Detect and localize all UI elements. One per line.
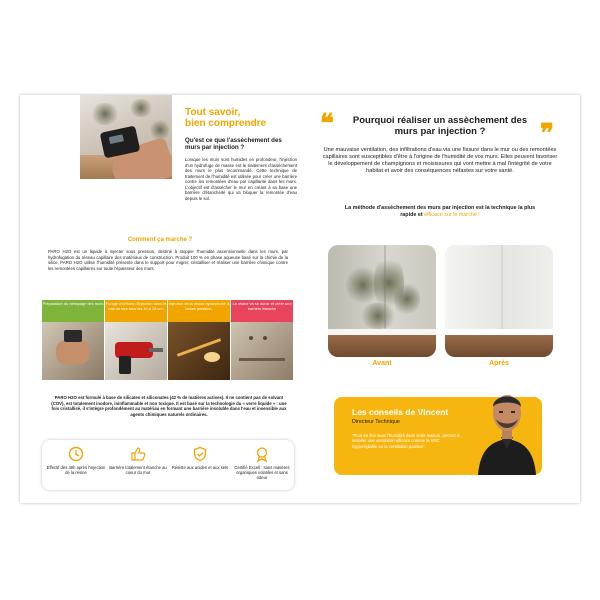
how-it-works-paragraph: PARO H2O est un liquide à injecter sous pression, destiné à stopper l'humidité ascensionnelle dans les murs, par hydrofugation du réseau capillaire des matériaux de construction. Produit 100 % en phase aqueuse basé sur la chimie de la silice, PARO H2O utilise l'humidité présente dans le support pour migrer, cristalliser et réaliser une barrière chimique contre les remontées capillaires sur toute l'épaisseur des murs. <box>48 249 288 271</box>
step-4-caption: La résine va se durcir et créer une barrière étanche <box>231 300 293 322</box>
step-3 <box>168 300 230 380</box>
features-box <box>42 440 294 490</box>
feature-3-label: Résiste aux acides et aux sels <box>171 465 229 470</box>
feature-3 <box>170 446 230 470</box>
moisture-meter-photo <box>80 95 172 179</box>
why-heading: Pourquoi réaliser un assèchement des murs par injection ? <box>352 115 528 137</box>
feature-1 <box>46 446 106 475</box>
advice-title: Les conseils de Vincent <box>352 407 449 417</box>
step-2 <box>105 300 167 380</box>
step-4 <box>231 300 293 380</box>
feature-4-label: Certifié Excell : sans matières organiques volatiles et sans odeur <box>234 465 290 480</box>
method-statement: La méthode d'assèchement des murs par injection est la technique la plus rapide et efficace sur le marché ! <box>344 205 536 218</box>
feature-2-label: Barrière totalement étanche au coeur du mur <box>109 465 167 475</box>
step-1-photo <box>42 322 104 380</box>
feature-1-label: Effectif dès 48h après l'injection de la résine <box>46 465 106 475</box>
open-quote-icon: ❝ <box>320 109 334 139</box>
feature-2 <box>108 446 168 475</box>
composition-paragraph: PARO H2O est formulé à base de silicates et siliconates (42 % de matières actives). Il ne contient pas de solvant (COV), est totalement inodore, ininflammable et non toxique. Il est basé sur la technologie du « verre liquide » : une fois cristallisé, il s'intègre profondément au matériau en formant une barrière insoluble dans l'eau et insensible aux agents chimiques naturels ordinaires. <box>51 395 287 417</box>
advice-role: Directeur Technique <box>352 419 400 425</box>
step-1 <box>42 300 104 380</box>
close-quote-icon: ❞ <box>540 119 554 149</box>
certificate-icon <box>254 446 270 462</box>
step-2-caption: Forage d'orifices d'injection dans le bas du mur tous les 10 à 15 cm. <box>105 300 167 322</box>
why-paragraph: Une mauvaise ventilation, des infiltrations d'eau via une fissure dans le mur ou des remontées capillaires sont susceptibles d'être à l'origine de l'humidité de vos murs. Elles peuvent favoriser le développement de champignons et moisissures qui vont mettre à mal l'intégrité de votre habitat et avoir des conséquences néfastes sur votre santé. <box>322 147 558 174</box>
advice-text: "Pour en finir avec l'humidité dans votre maison, pensez à installer une ventilation efficace comme la VMC hygroréglable ou la ventilation positive". <box>352 433 460 449</box>
step-4-photo <box>231 322 293 380</box>
vincent-portrait <box>474 375 540 475</box>
step-3-caption: Injection de la résine hydrophobe à basse pression. <box>168 300 230 322</box>
shield-icon <box>192 446 208 462</box>
question-heading: Qu'est ce que l'assèchement des murs par injection ? <box>185 137 282 151</box>
thumbs-up-icon <box>130 446 146 462</box>
process-steps <box>42 300 292 380</box>
step-1-caption: Préparation du nettoyage des murs <box>42 300 104 322</box>
intro-paragraph: Lorsque les murs sont humides en profondeur, l'injection d'un hydrofuge de masse est le traitement d'assèchement des murs le plus recommandé. Cette technique de traitement de l'humidité est utilisée pour créer une barrière contre les remontées d'eau par capillarité dans les murs. L'objectif est d'assécher le mur en créant à sa base une barrière d'étanchéité qui va bloquer la remontée d'eau depuis le sol. <box>185 157 297 201</box>
section-title: Tout savoir, bien comprendre <box>185 107 267 129</box>
step-3-photo <box>168 322 230 380</box>
right-page <box>300 95 580 503</box>
step-2-photo <box>105 322 167 380</box>
feature-4 <box>232 446 292 480</box>
after-photo <box>445 245 553 357</box>
advice-panel <box>334 397 542 475</box>
before-label: Avant <box>372 360 392 367</box>
how-it-works-heading: Comment ça marche ? <box>127 237 193 243</box>
after-label: Après <box>489 360 509 367</box>
left-page <box>20 95 300 503</box>
before-photo <box>328 245 436 357</box>
brochure-spread <box>20 95 580 503</box>
clock-icon <box>68 446 84 462</box>
